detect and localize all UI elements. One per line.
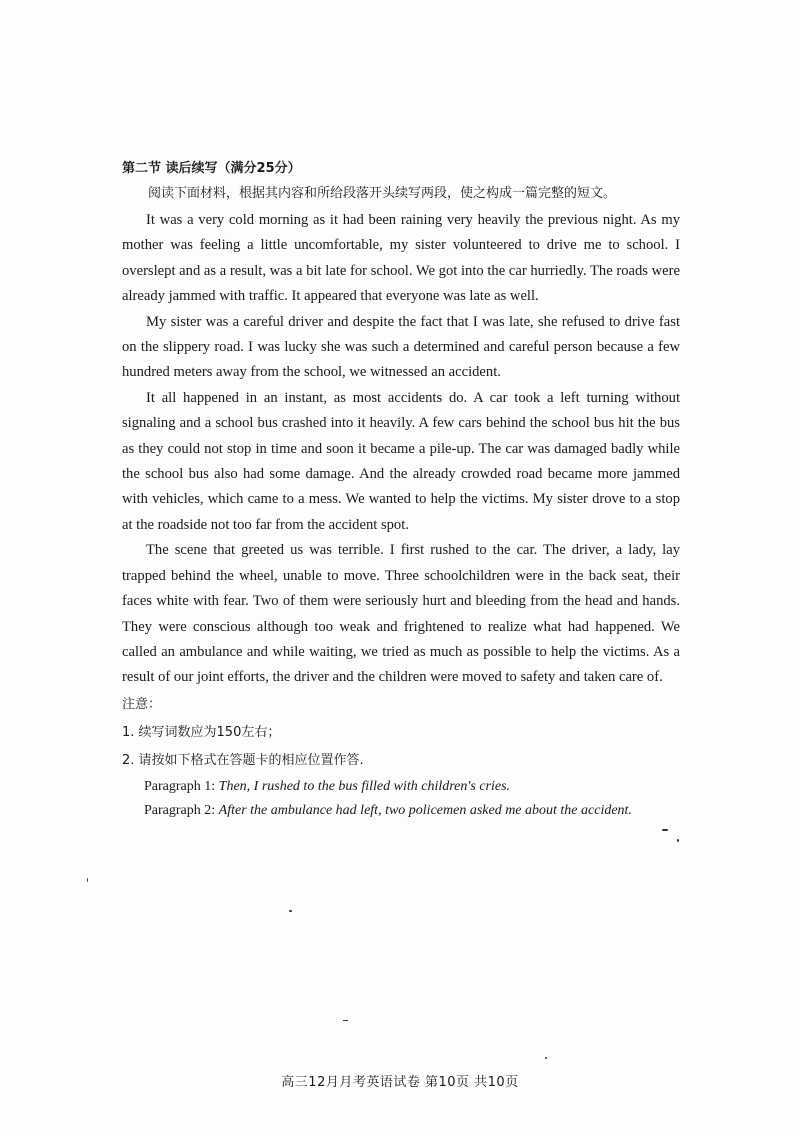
- passage-paragraph-4: The scene that greeted us was terrible. I first rushed to the car. The driver, a lady, lay trapped behind the wheel, unable to move. Three schoolchildren were in the back seat, their faces white with fear. Two of them were seriously hurt and bleeding from the head and hands. They were conscious although too weak and frightened to realize what had happened. We called an ambulance and while waiting, we tried as much as possible to help the victims. As a result of our joint efforts, the driver and the children were moved to safety and taken care of.: [122, 542, 680, 686]
- paragraph-1-prompt: [122, 775, 680, 799]
- scan-speck: [87, 878, 88, 882]
- scan-speck: [343, 1020, 348, 1021]
- page-footer: 高三12月月考英语试卷 第10页 共10页: [281, 1075, 519, 1090]
- scan-speck: [662, 829, 668, 831]
- note-item-word-count: 1. 续写词数应为150左右；: [122, 724, 281, 740]
- paragraph-2-label: Paragraph 2:: [144, 802, 219, 818]
- passage-paragraph-1: It was a very cold morning as it had been raining very heavily the previous night. As my mother was feeling a little uncomfortable, my sister volunteered to drive me to school. I overslept and as a result, was a bit late for school. We got into the car hurriedly. The roads were already jammed with traffic. It appeared that everyone was late as well.: [122, 212, 680, 305]
- paragraph-2-prompt: [122, 799, 680, 823]
- note-item-format: 2. 请按如下格式在答题卡的相应位置作答.: [122, 752, 364, 768]
- passage-paragraph-2: My sister was a careful driver and despite the fact that I was late, she refused to drive fast on the slippery road. I was lucky she was such a determined and careful person because a few hundred meters away from the school, we witnessed an accident.: [122, 313, 680, 381]
- reading-continuation-section: [122, 158, 680, 823]
- scan-speck: [289, 910, 292, 912]
- paragraph-2-opening: After the ambulance had left, two policemen asked me about the accident.: [218, 802, 632, 818]
- paragraph-1-label: Paragraph 1:: [144, 778, 219, 794]
- passage-paragraph-3: It all happened in an instant, as most accidents do. A car took a left turning without signaling and a school bus crashed into it heavily. A few cars behind the school bus hit the bus as they could not stop in time and soon it became a pile-up. The car was damaged badly while the school bus also had some damage. And the already crowded road became more jammed with vehicles, which came to a mess. We wanted to help the victims. My sister drove to a stop at the roadside not too far from the accident spot.: [122, 389, 680, 533]
- notes-label: 注意：: [122, 696, 162, 712]
- section-instruction: 阅读下面材料，根据其内容和所给段落开头续写两段，使之构成一篇完整的短文。: [148, 186, 617, 201]
- paragraph-1-opening: Then, I rushed to the bus filled with children's cries.: [218, 778, 511, 794]
- section-title: 第二节 读后续写（满分25分）: [122, 161, 301, 176]
- scan-speck: [545, 1057, 547, 1059]
- scan-speck: [677, 839, 679, 842]
